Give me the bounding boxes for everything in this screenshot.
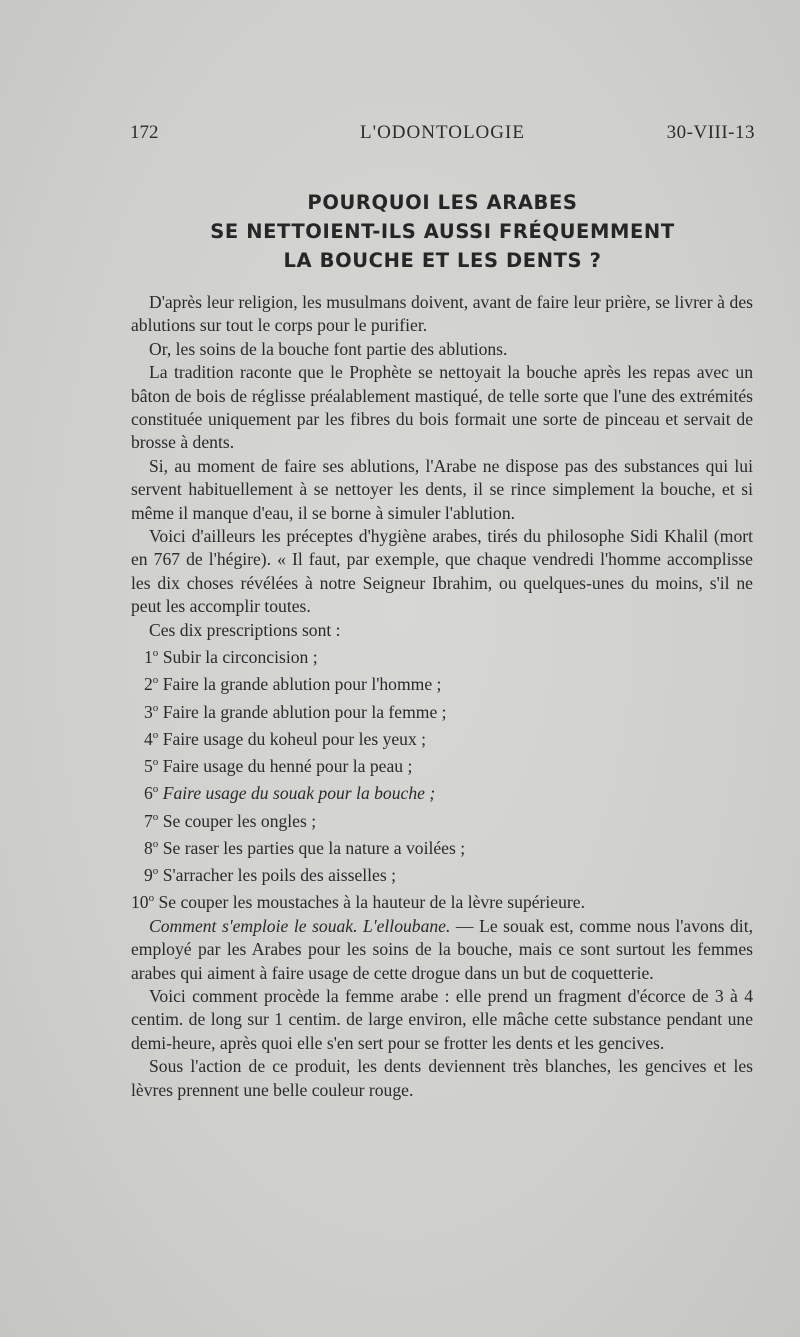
list-item: 4$^o$ Faire usage du koheul pour les yeux ; xyxy=(144,728,427,749)
page-number: 172 xyxy=(130,122,159,143)
paragraph-3: La tradition raconte que le Prophète se nettoyait la bouche après les repas avec un bâton de bois de réglisse préalablement mastiqué, de telle sorte que l'une des extrémités constituée uniquement par les fibres du bois formait une sorte de pinceau et servait de brosse à dents. xyxy=(131,362,753,453)
list-item: 7$^o$ Se couper les ongles ; xyxy=(144,810,317,831)
section-paragraph-1: Comment s'emploie le souak. L'elloubane. — Le souak est, comme nous l'avons dit, employé par les Arabes pour les soins de la bouche, mais ce sont surtout les femmes arabes qui aiment à faire usage de cette drogue dans un but de coquetterie. xyxy=(131,915,753,983)
title-line-1: POURQUOI LES ARABES xyxy=(307,191,578,214)
article-title xyxy=(130,188,755,275)
section-heading: Comment s'emploie le souak. L'elloubane. xyxy=(149,915,451,936)
prescription-list xyxy=(131,642,753,915)
running-header xyxy=(130,122,755,148)
list-item: 6$^o$ Faire usage du souak pour la bouche ; xyxy=(144,783,436,804)
paragraph-2: Or, les soins de la bouche font partie des ablutions. xyxy=(149,338,508,359)
list-item: 10$^o$ Se couper les moustaches à la hauteur de la lèvre supérieure. xyxy=(131,892,585,913)
list-item: 8$^o$ Se raser les parties que la nature a voilées ; xyxy=(144,837,466,858)
paragraph-1: D'après leur religion, les musulmans doivent, avant de faire leur prière, se livrer à des ablutions sur tout le corps pour le purifier. xyxy=(131,292,753,336)
article-body xyxy=(131,291,753,1102)
list-item: 5$^o$ Faire usage du henné pour la peau ; xyxy=(144,756,413,777)
list-item: 3$^o$ Faire la grande ablution pour la femme ; xyxy=(144,701,447,722)
paragraph-5: Voici d'ailleurs les préceptes d'hygiène arabes, tirés du philosophe Sidi Khalil (mort en 767 de l'hégire). « Il faut, par exemple, que chaque vendredi l'homme accomplisse les dix choses révélées à notre Seigneur Ibrahim, ou quelques-unes du moins, s'il ne peut les accomplir toutes. xyxy=(131,526,753,617)
list-item: 2$^o$ Faire la grande ablution pour l'homme ; xyxy=(144,674,442,695)
list-item: 9$^o$ S'arracher les poils des aisselles ; xyxy=(144,865,396,886)
journal-title: L'ODONTOLOGIE xyxy=(360,122,525,143)
section-paragraph-2: Voici comment procède la femme arabe : elle prend un fragment d'écorce de 3 à 4 centim. de long sur 1 centim. de large environ, elle mâche cette substance pendant une demi-heure, après quoi elle s'en sert pour se frotter les dents et les gencives. xyxy=(131,985,753,1053)
title-line-3: LA BOUCHE ET LES DENTS ? xyxy=(283,249,602,272)
list-item: 1$^o$ Subir la circoncision ; xyxy=(144,646,318,667)
section-paragraph-3: Sous l'action de ce produit, les dents deviennent très blanches, les gencives et les lèvres prennent une belle couleur rouge. xyxy=(131,1056,753,1100)
title-line-2: SE NETTOIENT-ILS AUSSI FRÉQUEMMENT xyxy=(210,220,675,243)
issue-date: 30-VIII-13 xyxy=(666,122,755,143)
paragraph-4: Si, au moment de faire ses ablutions, l'Arabe ne dispose pas des substances qui lui servent habituellement à se nettoyer les dents, il se rince simplement la bouche, et si même il manque d'eau, il se borne à simuler l'ablution. xyxy=(131,455,753,523)
paragraph-6: Ces dix prescriptions sont : xyxy=(149,619,341,640)
